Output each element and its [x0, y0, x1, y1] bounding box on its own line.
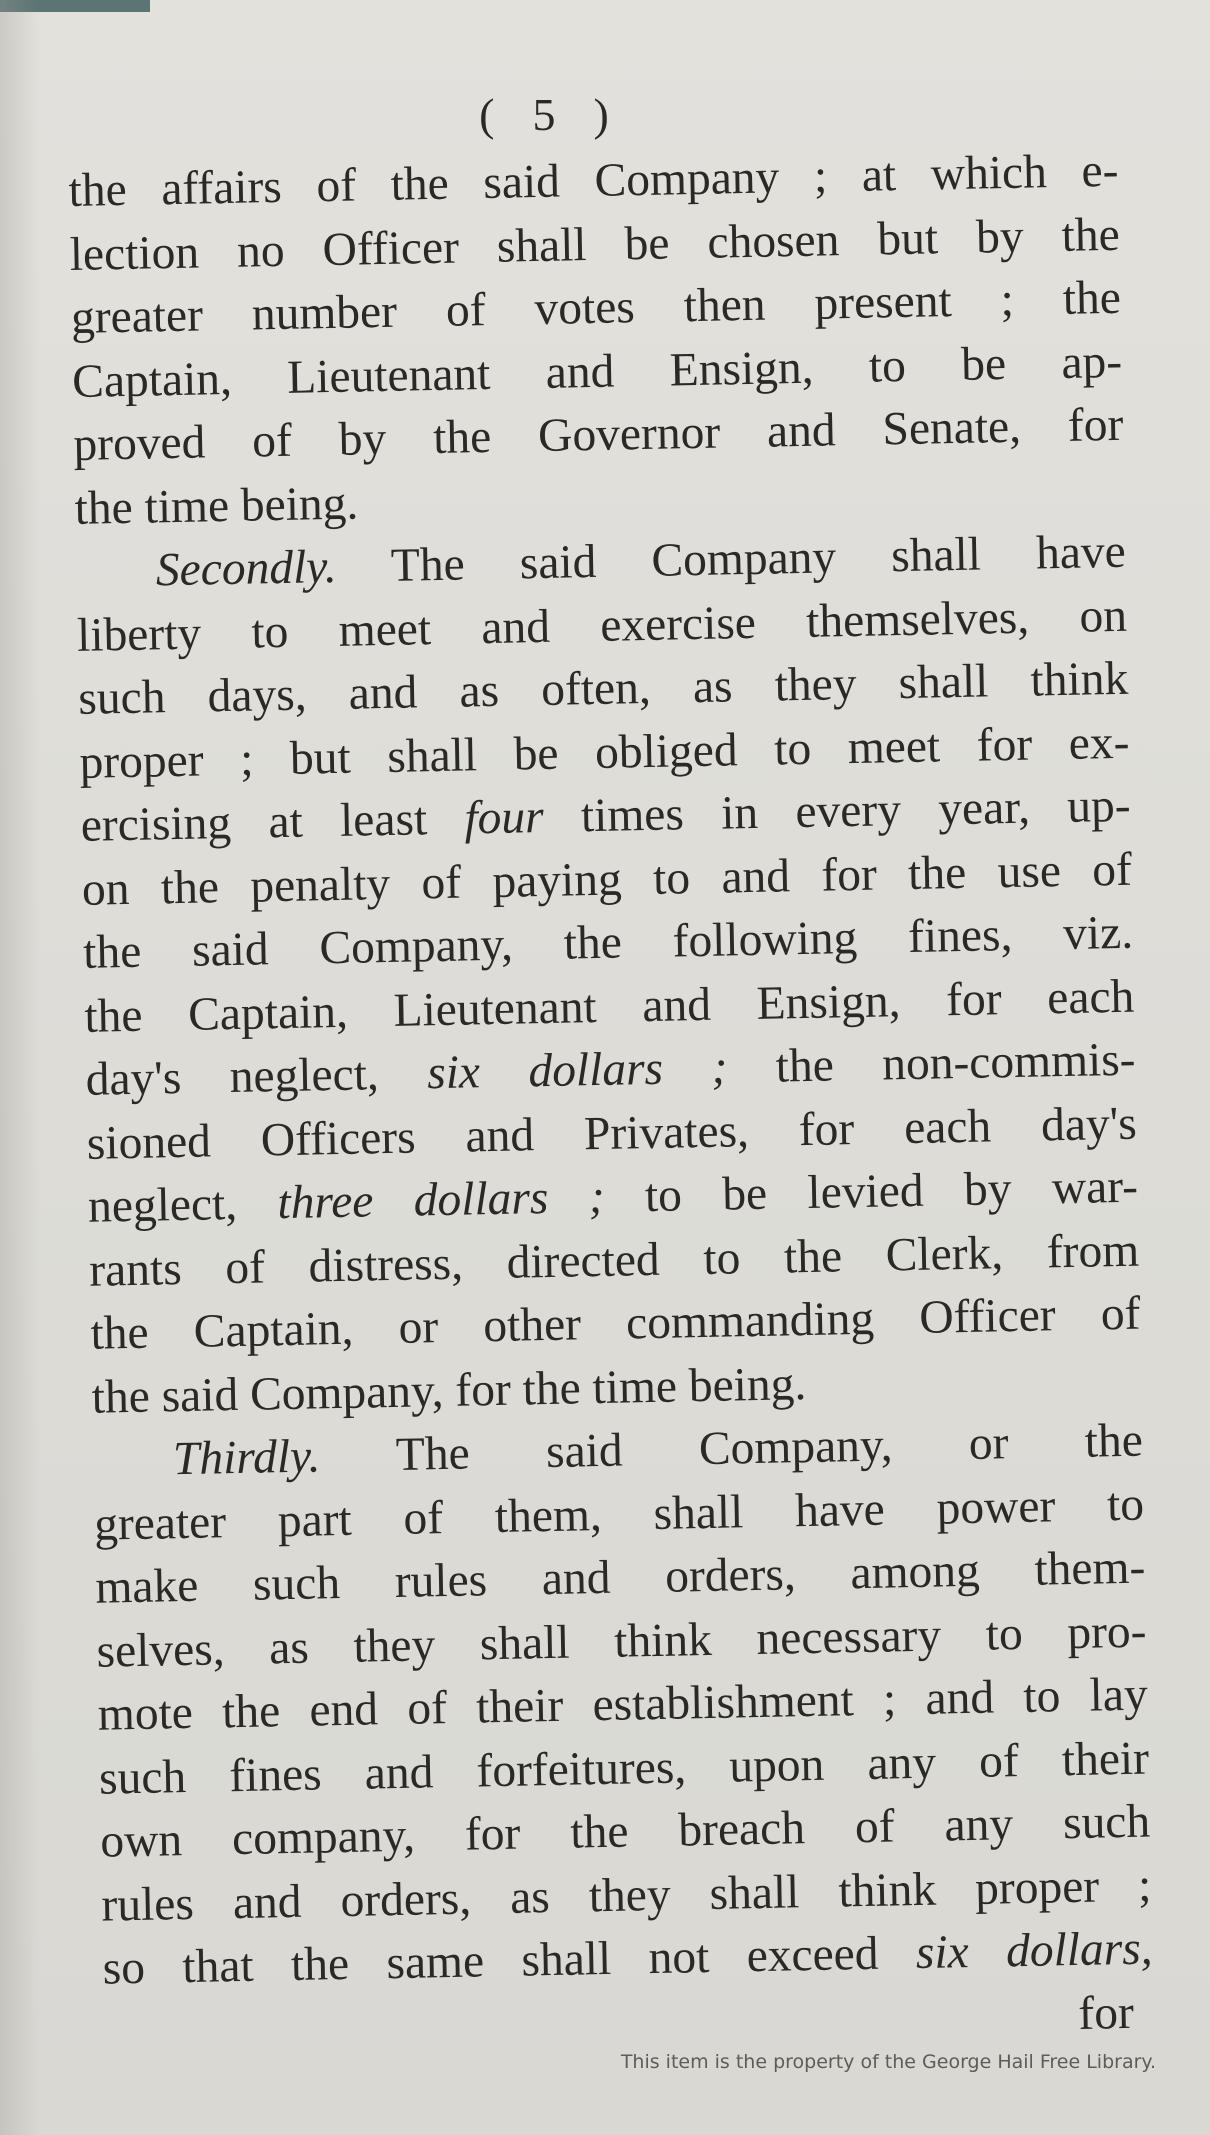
- ownership-note: This item is the property of the George Hail Free Library.: [620, 2051, 1156, 2073]
- text-line: the affairs of the said Company ; at which e-: [68, 144, 1119, 217]
- text-segment: ercising at least: [80, 792, 465, 852]
- italic-three-dollars: three dollars ;: [277, 1170, 606, 1230]
- text-segment: so that the same shall not exceed: [102, 1927, 917, 1995]
- page-number: [0, 88, 1090, 141]
- text-line: Captain, Lieutenant and Ensign, to be ap-: [71, 335, 1123, 408]
- text-segment: neglect,: [87, 1177, 279, 1233]
- text-line: the Captain, Lieutenant and Ensign, for each: [83, 970, 1135, 1043]
- body-text: [68, 140, 1154, 2065]
- text-line: rules and orders, as they shall think proper ;: [101, 1859, 1152, 1932]
- text-line: own company, for the breach of any such: [99, 1795, 1151, 1868]
- text-line: the Captain, or other commanding Officer of: [90, 1287, 1141, 1360]
- text-segment: The said Company, or the: [319, 1414, 1144, 1483]
- text-line: greater number of votes then present ; the: [70, 271, 1122, 344]
- page-number-value: 5: [532, 89, 558, 140]
- text-line: liberty to meet and exercise themselves, on: [76, 589, 1128, 662]
- secondly-heading: Secondly.: [155, 540, 338, 597]
- text-line: the said Company, the following fines, viz.: [82, 906, 1134, 979]
- text-line: proved of by the Governor and Senate, for: [72, 398, 1124, 471]
- italic-six-dollars-final: six dollars,: [915, 1922, 1154, 1980]
- italic-six-dollars: six dollars ;: [426, 1041, 728, 1100]
- text-segment: The said Company shall have: [336, 525, 1127, 593]
- text-line: sioned Officers and Privates, for each day's: [86, 1097, 1138, 1170]
- text-line: the said Company, for the time being.: [91, 1357, 807, 1424]
- text-segment: the non-commis-: [726, 1033, 1136, 1094]
- page-number-close: ): [593, 89, 611, 140]
- text-line: the time being.: [74, 476, 359, 535]
- text-segment: times in every year, up-: [543, 779, 1132, 843]
- catchword: for: [1077, 1986, 1135, 2040]
- thirdly-heading: Thirdly.: [172, 1430, 321, 1486]
- page-gutter-shadow: [0, 0, 40, 2135]
- italic-four: four: [463, 790, 545, 845]
- text-line: such fines and forfeitures, upon any of their: [98, 1732, 1150, 1805]
- page-number-open: (: [479, 89, 497, 140]
- text-segment: day's neglect,: [85, 1047, 428, 1106]
- text-line: on the penalty of paying to and for the use of: [81, 843, 1133, 916]
- text-line: such days, and as often, as they shall think: [77, 652, 1129, 725]
- text-line: make such rules and orders, among them-: [94, 1541, 1146, 1614]
- text-segment: to be levied by war-: [604, 1160, 1139, 1223]
- text-line: greater part of them, shall have power to: [93, 1478, 1145, 1551]
- text-line: mote the end of their establishment ; and to lay: [97, 1668, 1149, 1741]
- text-line: selves, as they shall think necessary to pro-: [96, 1605, 1147, 1678]
- text-line: proper ; but shall be obliged to meet for ex-: [79, 716, 1130, 789]
- text-line: lection no Officer shall be chosen but by the: [69, 208, 1121, 281]
- text-line: rants of distress, directed to the Clerk, from: [88, 1224, 1140, 1297]
